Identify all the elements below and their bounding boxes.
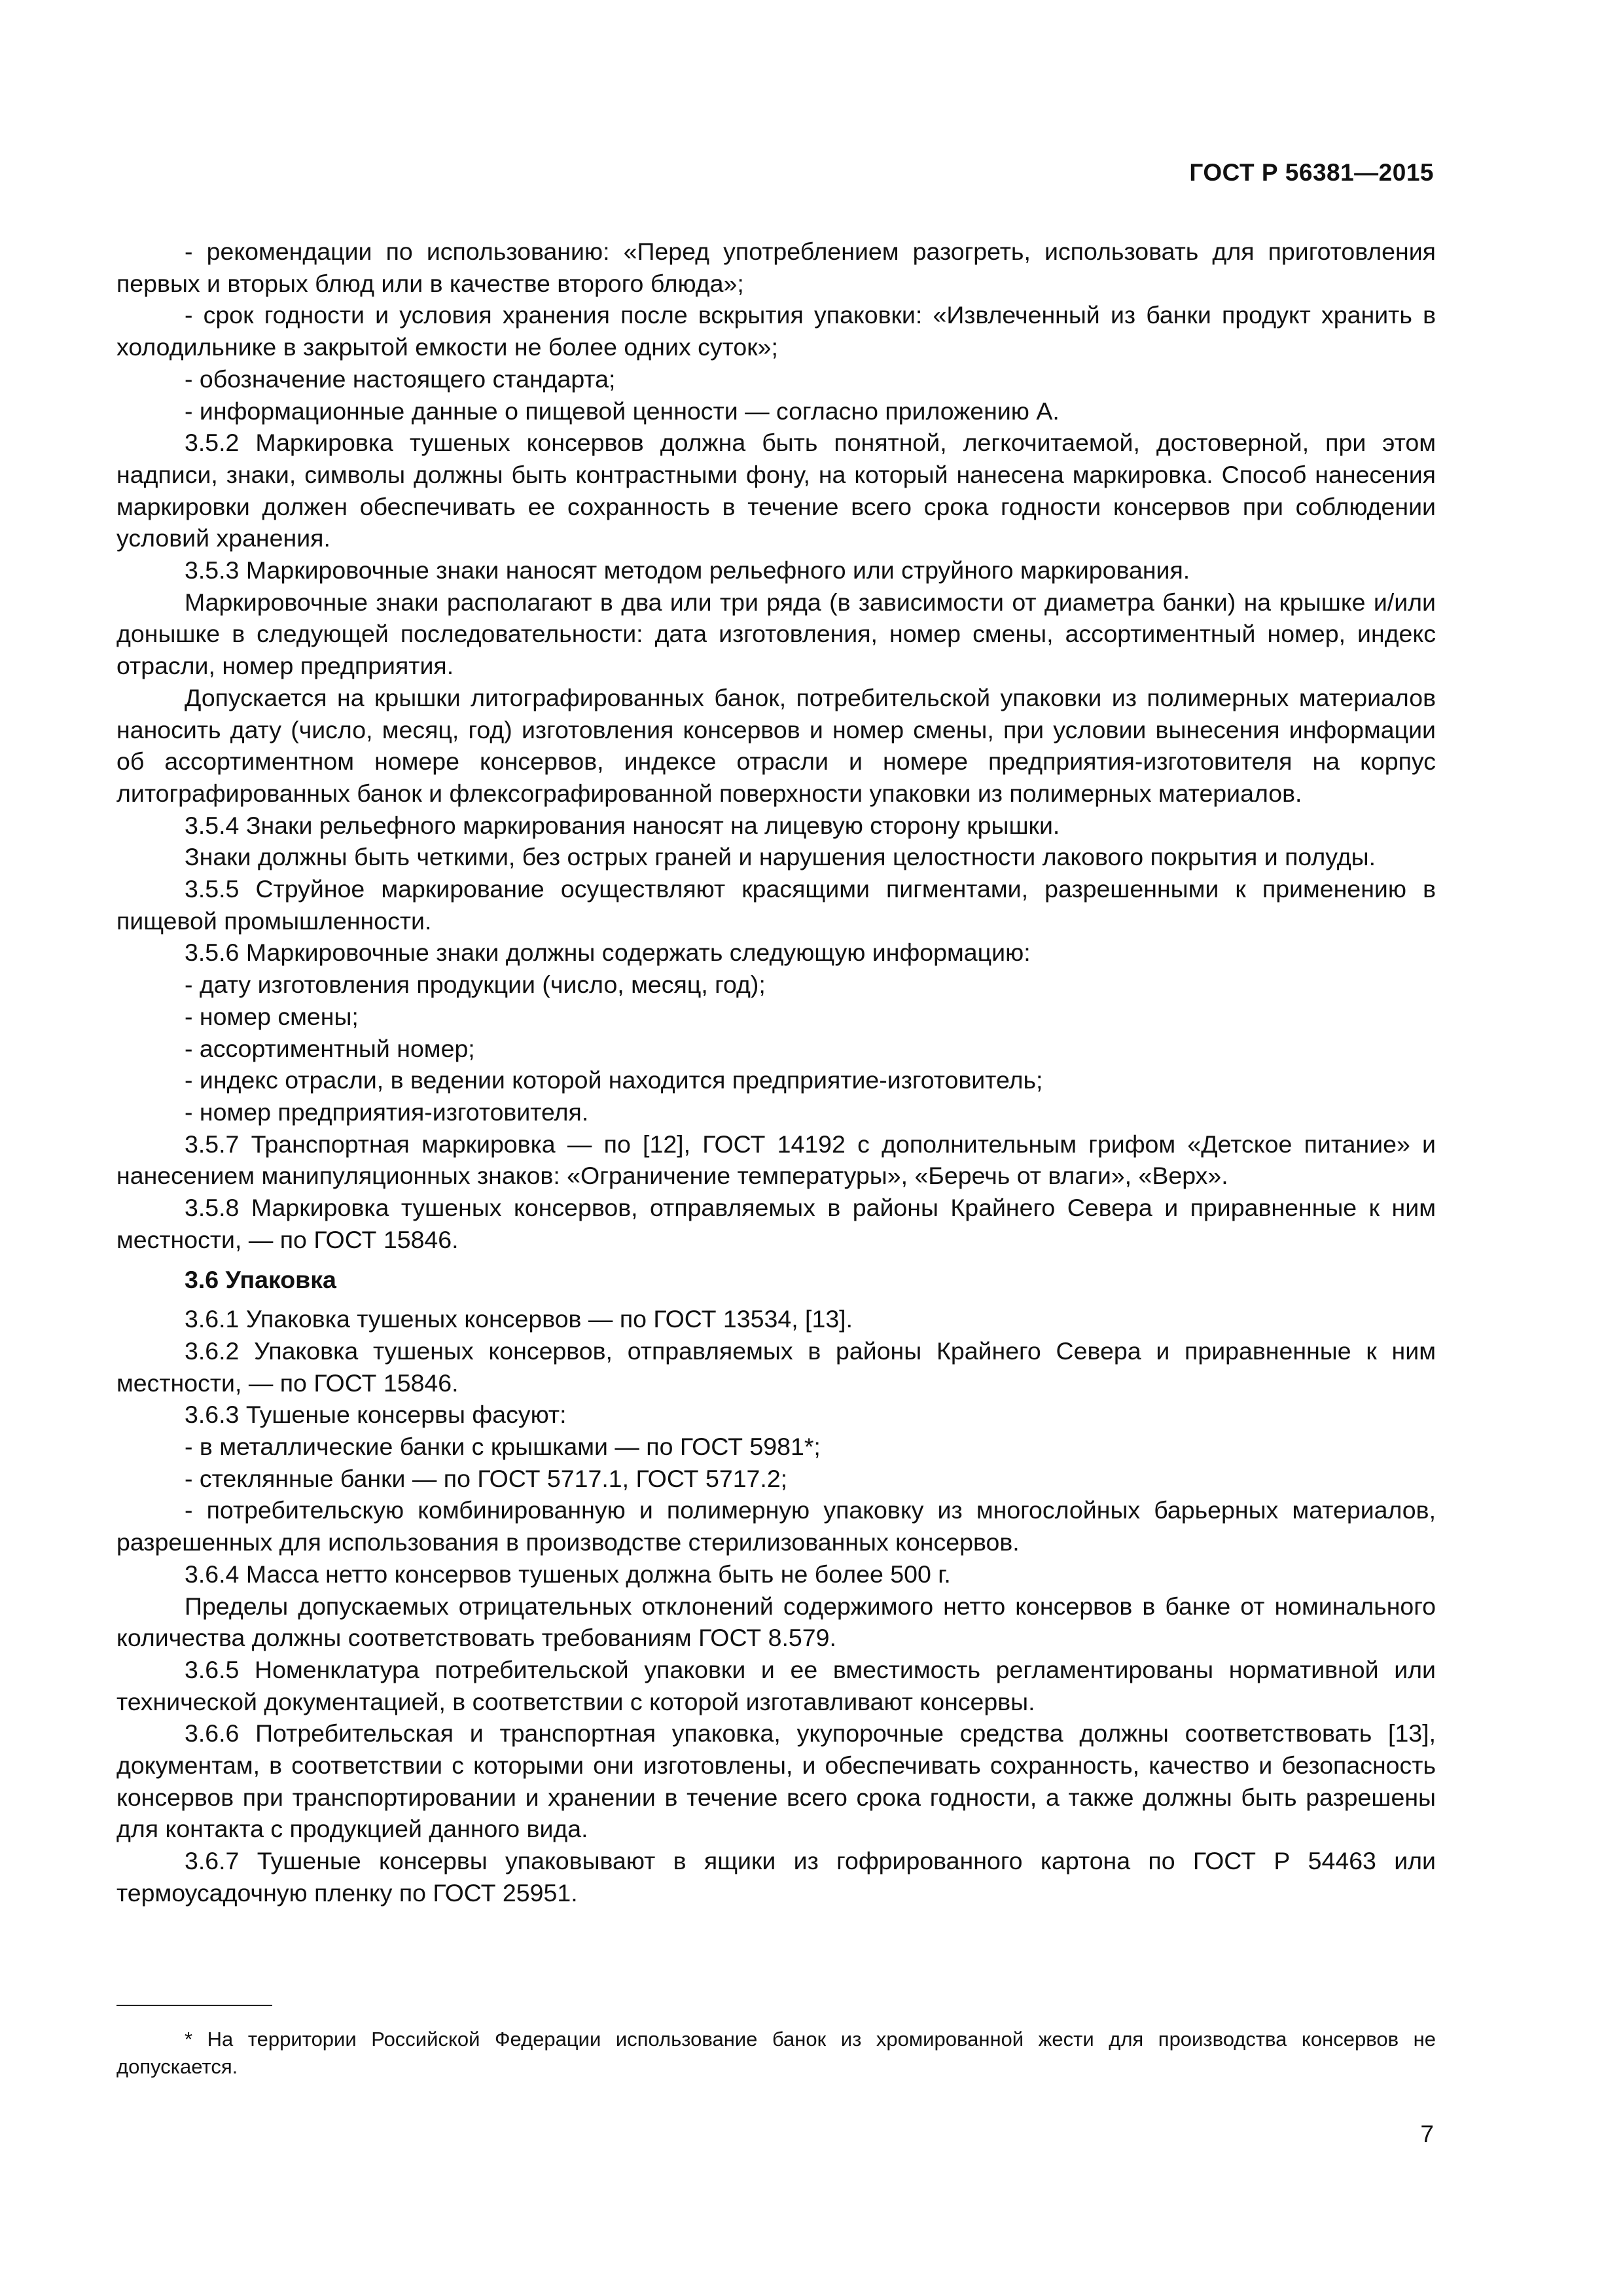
section-paragraph: 3.6.3 Тушеные консервы фасуют: [185, 1401, 567, 1429]
section-paragraph: 3.6.6 Потребительская и транспортная упаковка, укупорочные средства должны соответствовать [13], документам, в соответствии с которыми они изготовлены, и обеспечивать сохранность, качество и безопасность консервов при транспортировании и хранении в течение всего срока годности, а также должны быть разрешены для контакта с продукцией данного вида. [116, 1719, 1436, 1843]
section-paragraph: Пределы допускаемых отрицательных отклонений содержимого нетто консервов в банке от номинального количества должны соответствовать требованиям ГОСТ 8.579. [116, 1592, 1436, 1652]
section-paragraph: - в металлические банки с крышками — по ГОСТ 5981*; [185, 1433, 821, 1461]
footnote: * На территории Российской Федерации использование банок из хромированной жести для производства консервов не допускается. [116, 2028, 1436, 2078]
paragraph: - дату изготовления продукции (число, месяц, год); [185, 971, 766, 999]
paragraph: 3.5.7 Транспортная маркировка — по [12], ГОСТ 14192 с дополнительным грифом «Детское питание» и нанесением манипуляционных знаков: «Ограничение температуры», «Беречь от влаги», «Верх». [116, 1130, 1436, 1190]
document-body [116, 236, 1436, 1909]
document-header: ГОСТ Р 56381—2015 [1189, 159, 1434, 186]
paragraph: Допускается на крышки литографированных банок, потребительской упаковки из полимерных материалов наносить дату (число, месяц, год) изготовления консервов и номер смены, при условии вынесения информации об ассортиментном номере консервов, индексе отрасли и номере предприятия-изготовителя на корпус литографированных банок и флексографированной поверхности упаковки из полимерных материалов. [116, 683, 1436, 807]
footnote-divider [116, 2005, 272, 2006]
section-paragraph: - потребительскую комбинированную и полимерную упаковку из многослойных барьерных материалов, разрешенных для использования в производстве стерилизованных консервов. [116, 1496, 1436, 1556]
paragraph: - обозначение настоящего стандарта; [185, 365, 616, 393]
paragraph: 3.5.5 Струйное маркирование осуществляют красящими пигментами, разрешенными к применению в пищевой промышленности. [116, 875, 1436, 935]
paragraph: 3.5.4 Знаки рельефного маркирования наносят на лицевую сторону крышки. [185, 811, 1060, 839]
section-title: 3.6 Упаковка [185, 1265, 336, 1293]
paragraph: 3.5.6 Маркировочные знаки должны содержать следующую информацию: [185, 939, 1031, 967]
paragraph: - срок годности и условия хранения после вскрытия упаковки: «Извлеченный из банки продукт хранить в холодильнике в закрытой емкости не более одних суток»; [116, 301, 1436, 361]
paragraph: - информационные данные о пищевой ценности — согласно приложению А. [185, 397, 1060, 425]
section-paragraph: 3.6.2 Упаковка тушеных консервов, отправляемых в районы Крайнего Севера и приравненные к ним местности, — по ГОСТ 15846. [116, 1336, 1436, 1397]
paragraph: 3.5.3 Маркировочные знаки наносят методом рельефного или струйного маркирования. [185, 556, 1190, 584]
section-paragraph: 3.6.5 Номенклатура потребительской упаковки и ее вместимость регламентированы нормативной или технической документацией, в соответствии с которой изготавливают консервы. [116, 1655, 1436, 1715]
paragraph: - ассортиментный номер; [185, 1034, 475, 1062]
page-number: 7 [1420, 2121, 1434, 2147]
paragraph: - индекс отрасли, в ведении которой находится предприятие-изготовитель; [185, 1066, 1043, 1094]
paragraph: Маркировочные знаки располагают в два или три ряда (в зависимости от диаметра банки) на крышке и/или донышке в следующей последовательности: дата изготовления, номер смены, ассортиментный номер, индекс отрасли, номер предприятия. [116, 588, 1436, 680]
section-paragraph: 3.6.4 Масса нетто консервов тушеных должна быть не более 500 г. [185, 1560, 951, 1588]
paragraph: 3.5.2 Маркировка тушеных консервов должна быть понятной, легкочитаемой, достоверной, при этом надписи, знаки, символы должны быть контрастными фону, на который нанесена маркировка. Способ нанесения маркировки должен обеспечивать ее сохранность в течение всего срока годности консервов при соблюдении условий хранения. [116, 429, 1436, 552]
section-paragraph: 3.6.7 Тушеные консервы упаковывают в ящики из гофрированного картона по ГОСТ Р 54463 или термоусадочную пленку по ГОСТ 25951. [116, 1847, 1436, 1907]
paragraph: 3.5.8 Маркировка тушеных консервов, отправляемых в районы Крайнего Севера и приравненные к ним местности, — по ГОСТ 15846. [116, 1194, 1436, 1253]
paragraph: - номер предприятия-изготовителя. [185, 1098, 589, 1126]
paragraph: - номер смены; [185, 1002, 359, 1030]
section-paragraph: 3.6.1 Упаковка тушеных консервов — по ГОСТ 13534, [13]. [185, 1305, 853, 1333]
section-paragraph: - стеклянные банки — по ГОСТ 5717.1, ГОСТ 5717.2; [185, 1464, 788, 1492]
paragraph: - рекомендации по использованию: «Перед употреблением разогреть, использовать для приготовления первых и вторых блюд или в качестве второго блюда»; [116, 238, 1436, 297]
paragraph: Знаки должны быть четкими, без острых граней и нарушения целостности лакового покрытия и полуды. [185, 843, 1376, 871]
